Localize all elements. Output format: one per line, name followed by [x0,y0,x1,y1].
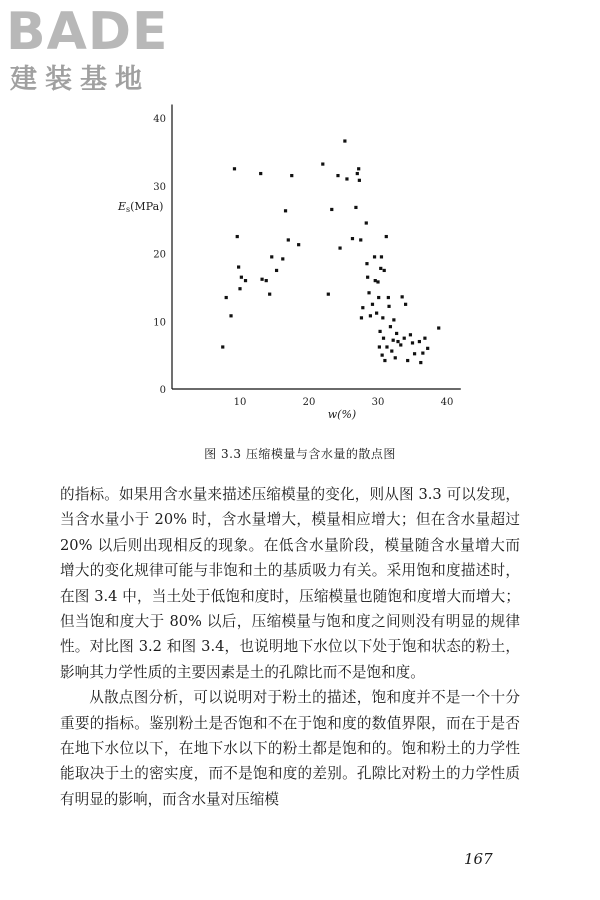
data-point [418,340,421,343]
data-point [351,237,354,240]
data-point [399,343,402,346]
y-axis-label [117,200,163,214]
data-point [369,314,372,317]
data-point [381,354,384,357]
data-point [371,303,374,306]
y-axis-label-sub: s [126,205,131,214]
y-tick-label: 0 [159,385,166,396]
data-point [376,280,379,283]
data-point [378,330,381,333]
data-point [385,235,388,238]
data-point [297,243,300,246]
data-point [392,339,395,342]
x-tick-label: 20 [302,397,316,408]
data-point [426,347,429,350]
logo-subtitle: 建装基地 [10,64,150,95]
y-tick-label: 30 [153,181,166,193]
data-point [367,291,370,294]
data-point [396,340,399,343]
data-point [244,279,247,282]
data-point [237,265,240,268]
data-point [387,305,390,308]
data-points [221,139,440,364]
data-point [374,279,377,282]
paragraph-2: 从散点图分析，可以说明对于粉土的描述，饱和度并不是一个十分重要的指标。鉴别粉土是否饱和不在于饱和度的数值界限，而在于是否在地下水位以下，在地下水以下的粉土都是饱和的。饱和粉土的力学性能取决于土的密实度，而不是饱和度的差别。孔隙比对粉土的力学性质有明显的影响，而含水量对压缩模 [60,689,520,808]
data-point [423,337,426,340]
x-tick-label: 30 [371,397,385,408]
data-point [365,262,368,265]
data-point [409,333,412,336]
page-number: 167 [464,850,493,868]
data-point [356,172,359,175]
y-tick-labels [153,114,166,396]
data-point [404,303,407,306]
data-point [343,139,346,142]
data-point [403,337,406,340]
figure-caption: 图 3.3 压缩模量与含水量的散点图 [204,447,396,461]
data-point [233,167,236,170]
x-axis-label: w(%) [327,408,357,421]
y-tick-label: 10 [153,317,166,329]
data-point [373,255,376,258]
x-tick-label: 40 [440,397,454,408]
data-point [238,287,241,290]
data-point [287,238,290,241]
logo-wordmark: BADE [6,2,169,62]
data-point [330,208,333,211]
data-point [259,172,262,175]
data-point [275,269,278,272]
data-point [240,276,243,279]
data-point [260,278,263,281]
data-point [229,314,232,317]
data-point [377,296,380,299]
data-point [327,293,330,296]
data-point [381,316,384,319]
data-point [401,295,404,298]
data-point [321,162,324,165]
data-point [395,332,398,335]
data-point [221,345,224,348]
data-point [413,352,416,355]
y-tick-label: 20 [153,249,166,261]
data-point [336,174,339,177]
x-tick-labels [234,397,454,408]
data-point [389,325,392,328]
body-text [60,482,520,812]
data-point [437,326,440,329]
paragraph-1: 的指标。如果用含水量来描述压缩模量的变化，则从图 3.3 可以发现，当含水量小于 20% 时，含水量增大，模量相应增大；但在含水量超过 20% 以后则出现相反的现象。在低含水量阶段，模量随含水量增大而增大的变化规律可能与非饱和土的基质吸力有关。采用饱和度描述时，在图 3.4 中，当土处于低饱和度时，压缩模量也随饱和度增大而增大；但当饱和度大于 80% 以后，压缩模量与饱和度之间则没有明显的规律性。对比图 3.2 和图 3.4，也说明地下水位以下处于饱和状态的粉土，影响其力学性质的主要因素是土的孔隙比而不是饱和度。 [60,486,520,681]
x-tick-label: 10 [233,397,247,408]
data-point [360,316,363,319]
data-point [361,306,364,309]
data-point [383,269,386,272]
data-point [385,345,388,348]
y-axis-label-unit: (MPa) [130,200,164,213]
data-point [419,361,422,364]
data-point [268,293,271,296]
data-point [390,349,393,352]
data-point [358,179,361,182]
data-point [225,296,228,299]
y-tick-label: 40 [153,114,166,125]
data-point [359,238,362,241]
data-point [387,296,390,299]
data-point [375,312,378,315]
data-point [270,255,273,258]
data-point [281,257,284,260]
data-point [378,345,381,348]
data-point [379,267,382,270]
scatter-chart [0,0,600,440]
data-point [406,359,409,362]
data-point [366,276,369,279]
data-point [265,279,268,282]
data-point [411,341,414,344]
data-point [345,177,348,180]
data-point [284,209,287,212]
y-axis-label-main: E [118,200,127,213]
data-point [383,359,386,362]
data-point [338,246,341,249]
data-point [392,318,395,321]
data-point [290,174,293,177]
data-point [354,206,357,209]
data-point [380,255,383,258]
data-point [394,356,397,359]
data-point [382,337,385,340]
data-point [365,221,368,224]
data-point [421,351,424,354]
data-point [236,235,239,238]
data-point [357,167,360,170]
